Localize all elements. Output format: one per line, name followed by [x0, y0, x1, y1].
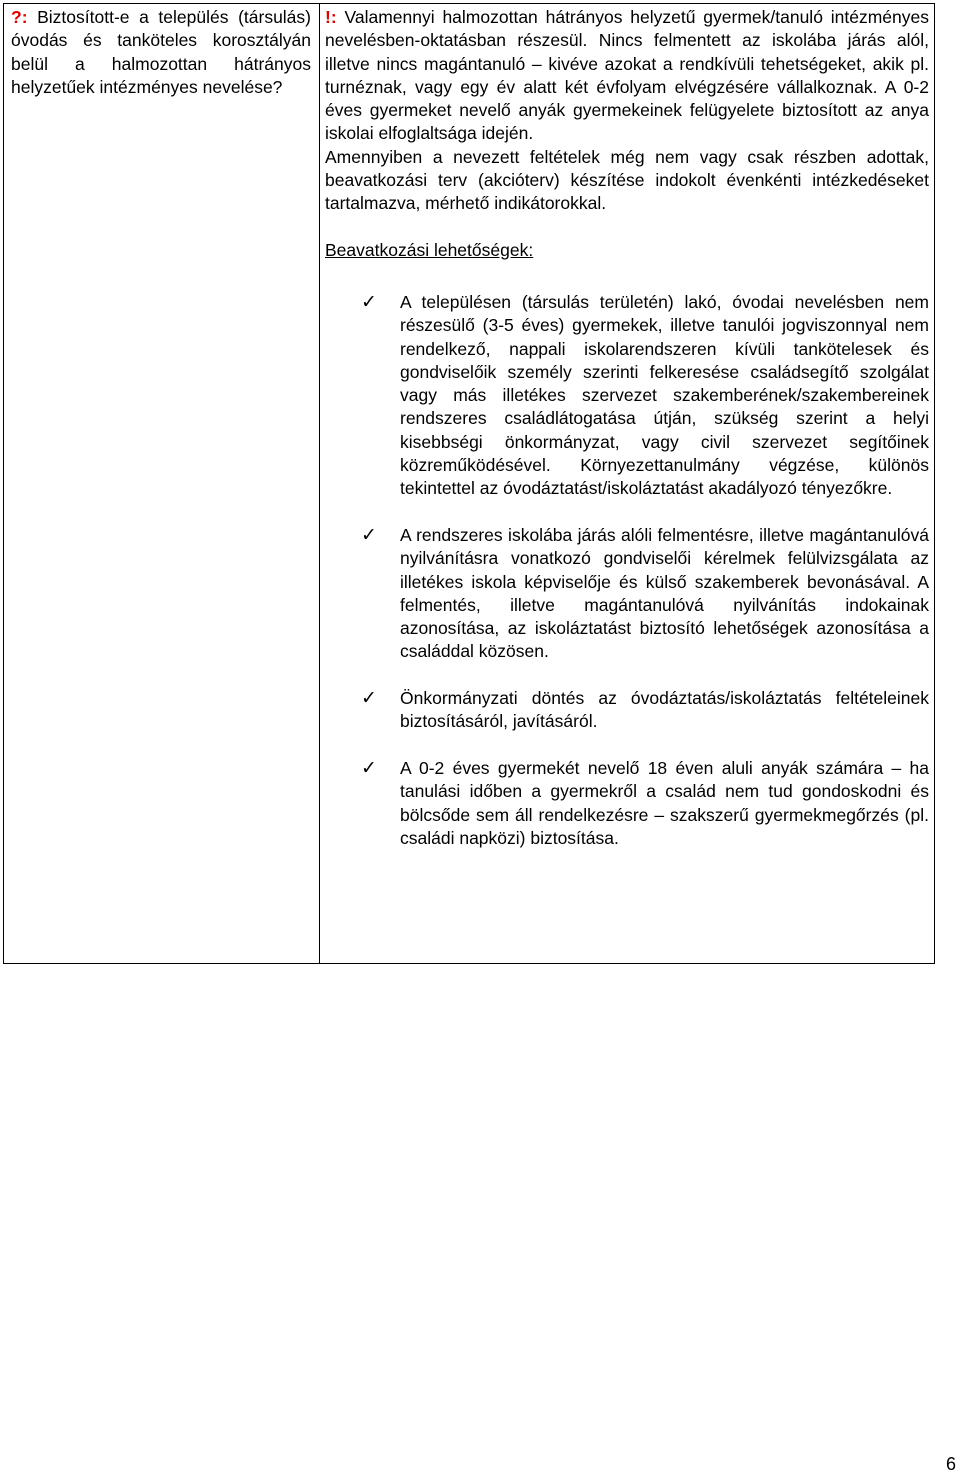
- question-text: Biztosított-e a település (társulás) óvodás és tanköteles korosztályán belül a halmozottan hátrányos helyzetűek intézményes nevelése?: [11, 7, 311, 98]
- condition-paragraph: Amennyiben a nevezett feltételek még nem vagy csak részben adottak, beavatkozási terv (akcióterv) készítése indokolt évenkénti intézkedéseket tartalmazva, mérhető indikátorokkal.: [325, 146, 929, 214]
- page-number: 6: [945, 1454, 956, 1474]
- checkmark-icon: ✓: [361, 524, 377, 546]
- list-item: [325, 524, 929, 664]
- interventions-list: [325, 291, 929, 850]
- question-mark: ?:: [11, 7, 28, 27]
- answer-cell: [325, 6, 929, 850]
- checkmark-icon: ✓: [361, 291, 377, 313]
- list-item: [325, 291, 929, 501]
- list-item-text: A 0-2 éves gyermekét nevelő 18 éven aluli anyák számára – ha tanulási időben a gyermekről a család nem tud gondoskodni és bölcsőde sem áll rendelkezésre – szakszerű gyermekmegőrzés (pl. családi napközi) biztosítása.: [400, 757, 929, 848]
- question-cell: [11, 6, 311, 100]
- answer-text: Valamennyi halmozottan hátrányos helyzetű gyermek/tanuló intézményes nevelésben-oktatásban részesül. Nincs felmentett az iskolába járás alól, illetve nincs magántanuló – kivéve azokat a rendkívüli tehetségeket, akik pl. turnéznak, vagy egy év alatt két évfolyam elvégzésére vállalkoznak. A 0-2 éves gyermeket nevelő anyák gyermekeinek felügyelete biztosított az anya iskolai elfoglaltsága idején.: [325, 7, 929, 144]
- interventions-heading: Beavatkozási lehetőségek:: [325, 239, 534, 260]
- answer-paragraph: [325, 6, 929, 146]
- list-item-text: A településen (társulás területén) lakó, óvodai nevelésben nem részesülő (3-5 éves) gyermekek, illetve tanulói jogviszonnyal nem rendelkező, nappali iskolarendszeren kívüli tankötelesek és gondviselőik személy szerinti felkeresése családsegítő szolgálat vagy más illetékes szervezet szakemberének/szakembereinek rendszeres családlátogatása útján, szükség szerint a helyi kisebbségi önkormányzat, vagy civil szervezet segítőinek közreműködésével. Környezettanulmány végzése, különös tekintettel az óvodáztatást/iskoláztatást akadályozó tényezőkre.: [400, 291, 929, 499]
- document-table: [3, 3, 935, 964]
- list-item: [325, 687, 929, 734]
- column-divider: [319, 4, 320, 963]
- list-item-text: A rendszeres iskolába járás alóli felmentésre, illetve magántanulóvá nyilvánításra vonatkozó gondviselői kérelmek felülvizsgálata az illetékes iskola képviselője és külső szakemberek bevonásával. A felmentés, illetve magántanulóvá nyilvánítás indokainak azonosítása, az iskoláztatást biztosító lehetőségek azonosítása a családdal közösen.: [400, 524, 929, 662]
- checkmark-icon: ✓: [361, 688, 377, 710]
- list-item: [325, 757, 929, 850]
- answer-mark: !:: [325, 7, 337, 27]
- list-item-text: Önkormányzati döntés az óvodáztatás/iskoláztatás feltételeinek biztosításáról, javításáról.: [400, 688, 929, 732]
- checkmark-icon: ✓: [361, 757, 377, 779]
